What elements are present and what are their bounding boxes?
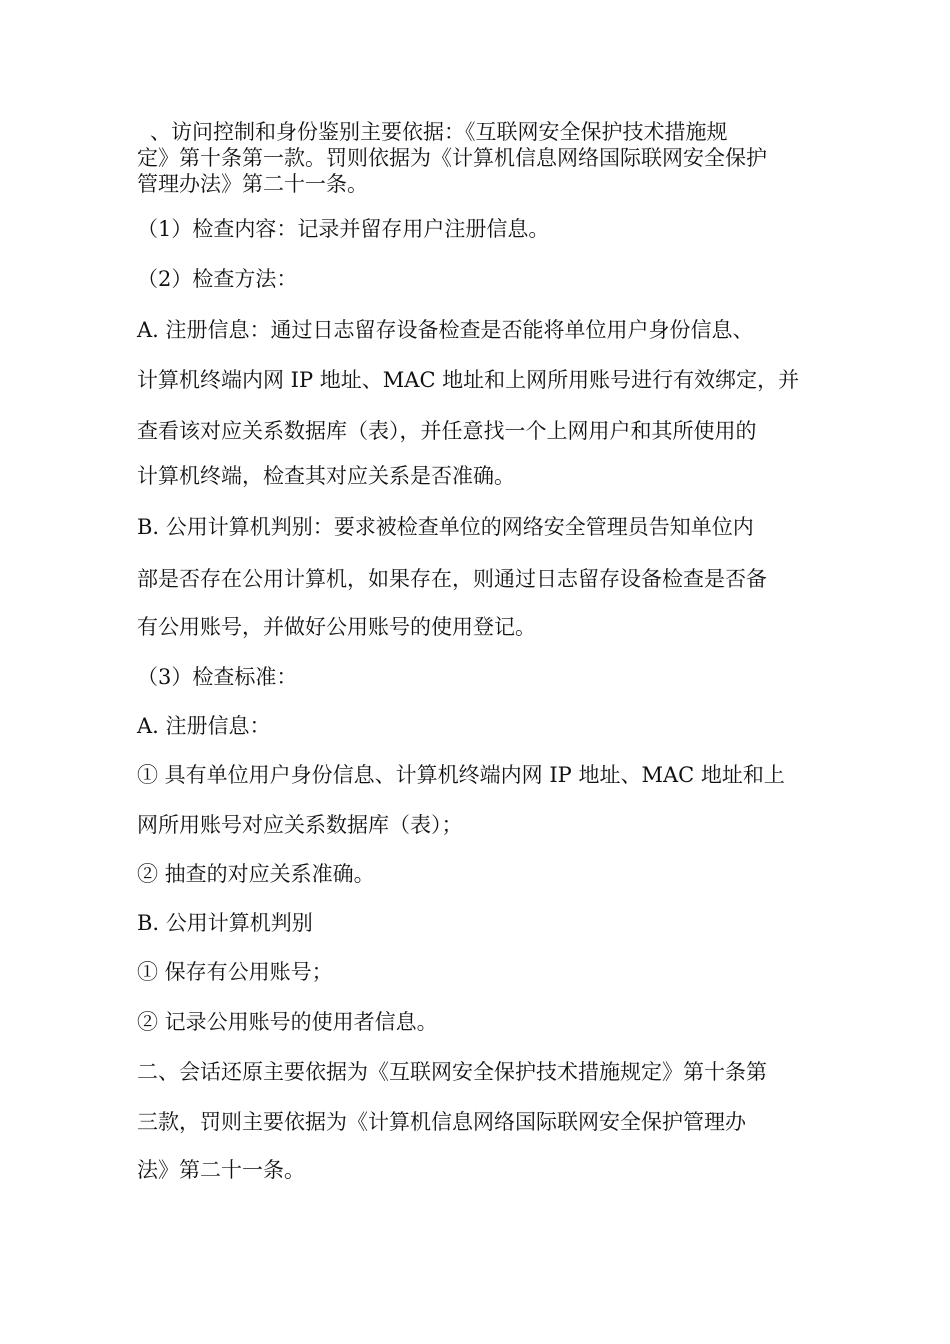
method-a-line-4: 计算机终端，检查其对应关系是否准确。 — [137, 464, 515, 488]
intro-line-2: 定》第十条第一款。罚则依据为《计算机信息网络国际联网安全保护 — [137, 146, 767, 170]
section-2-line-2: 三款，罚则主要依据为《计算机信息网络国际联网安全保护管理办 — [137, 1110, 746, 1134]
method-b-line-3: 有公用账号，并做好公用账号的使用登记。 — [137, 615, 536, 639]
standard-a-item-1-line-2: 网所用账号对应关系数据库（表）； — [137, 813, 463, 837]
section-2-line-3: 法》第二十一条。 — [137, 1158, 305, 1182]
standard-a-title: A. 注册信息： — [137, 714, 271, 738]
check-method-heading: （2）检查方法： — [137, 267, 298, 291]
check-standard-heading: （3）检查标准： — [137, 665, 298, 689]
method-a-line-3: 查看该对应关系数据库（表），并任意找一个上网用户和其所使用的 — [137, 419, 757, 443]
standard-b-item-1: ① 保存有公用账号； — [137, 960, 333, 984]
intro-line-1: 、访问控制和身份鉴别主要依据：《互联网安全保护技术措施规 — [150, 120, 728, 144]
intro-line-3: 管理办法》第二十一条。 — [137, 172, 368, 196]
method-b-line-1: B. 公用计算机判别：要求被检查单位的网络安全管理员告知单位内 — [137, 515, 754, 539]
section-2-line-1: 二、会话还原主要依据为《互联网安全保护技术措施规定》第十条第 — [137, 1060, 767, 1084]
standard-a-item-2: ② 抽查的对应关系准确。 — [137, 862, 375, 886]
method-a-line-2: 计算机终端内网 IP 地址、MAC 地址和上网所用账号进行有效绑定，并 — [137, 368, 800, 392]
standard-b-title: B. 公用计算机判别 — [137, 911, 313, 935]
method-a-line-1: A. 注册信息：通过日志留存设备检查是否能将单位用户身份信息、 — [137, 318, 754, 342]
standard-a-item-1-line-1: ① 具有单位用户身份信息、计算机终端内网 IP 地址、MAC 地址和上 — [137, 763, 785, 787]
check-content-item: （1）检查内容：记录并留存用户注册信息。 — [137, 217, 550, 241]
method-b-line-2: 部是否存在公用计算机，如果存在，则通过日志留存设备检查是否备 — [137, 567, 767, 591]
standard-b-item-2: ② 记录公用账号的使用者信息。 — [137, 1010, 438, 1034]
